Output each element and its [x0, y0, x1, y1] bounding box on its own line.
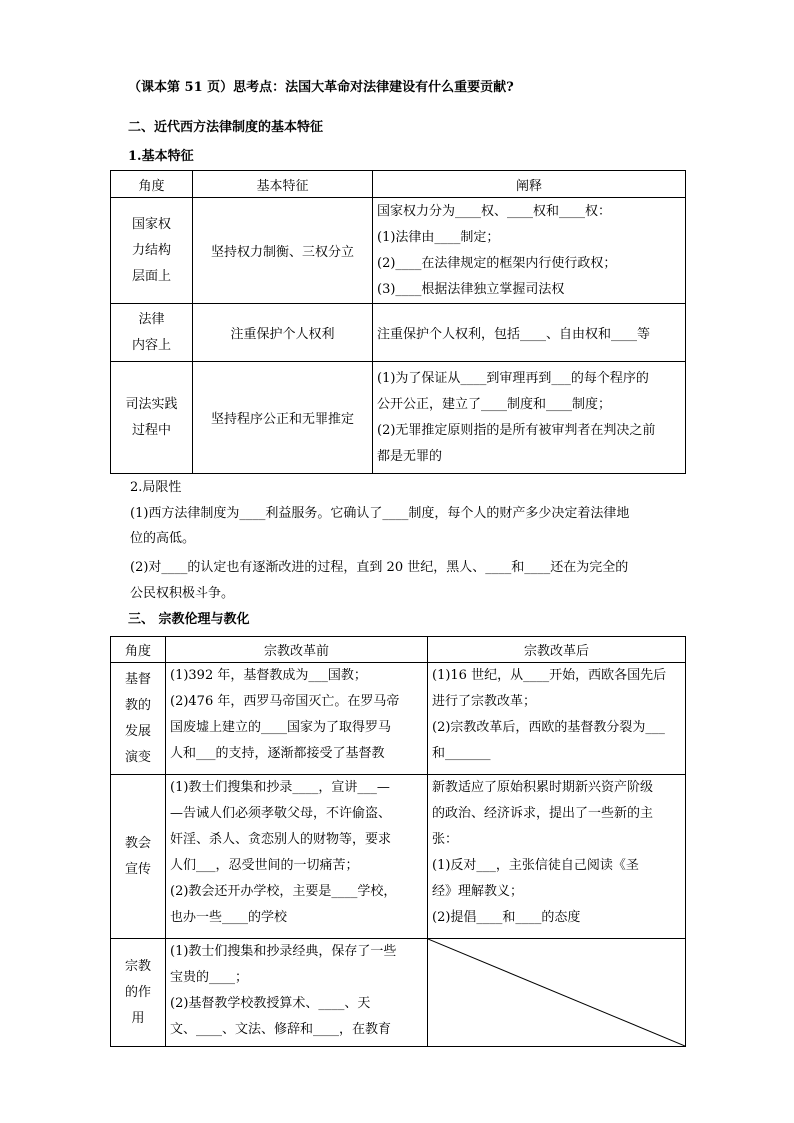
before-line: (1)教士们搜集和抄录经典，保存了一些	[170, 944, 397, 959]
after-line: 的政治、经济诉求，提出了一些新的主	[432, 806, 654, 821]
angle-line: 的作	[124, 984, 151, 1000]
explain-line: (2)____在法律规定的框架内行使行政权；	[377, 255, 617, 271]
angle-line: 司法实践	[125, 396, 178, 412]
row-angle	[111, 362, 193, 474]
angle-line: 力结构	[131, 242, 171, 258]
after-line: 经》理解教义；	[432, 884, 524, 899]
explain-line: (3)____根据法律独立掌握司法权	[377, 281, 565, 297]
row-angle	[111, 304, 193, 362]
section3-heading: 三、 宗教伦理与教化	[128, 612, 250, 627]
before-line: 文、____、文法、修辞和____，在教育	[170, 1022, 392, 1037]
angle-line: 教会	[124, 835, 151, 851]
row-explain	[373, 362, 686, 474]
section2-heading: 二、近代西方法律制度的基本特征	[128, 120, 324, 135]
diagonal-strike	[428, 939, 685, 1046]
explain-line: 都是无罪的	[377, 448, 443, 464]
row-feature: 坚持权力制衡、三权分立	[193, 198, 373, 304]
table-row	[111, 304, 686, 362]
after-line: (1)16 世纪，从____开始，西欧各国先后	[432, 668, 667, 683]
before-line: 人们___，忍受世间的一切痛苦；	[170, 858, 359, 873]
header-angle: 角度	[111, 637, 166, 663]
before-line: 奸淫、杀人、贪恋别人的财物等，要求	[170, 832, 392, 847]
angle-line: 内容上	[131, 337, 171, 353]
row-explain	[373, 304, 686, 362]
before-line: 也办一些____的学校	[170, 910, 288, 925]
angle-line: 演变	[124, 749, 151, 765]
limit-line: 公民权积极斗争。	[130, 586, 235, 601]
row-explain	[373, 198, 686, 304]
row-after	[428, 663, 686, 775]
before-line: (1)392 年，基督教成为___国教；	[170, 668, 367, 683]
table-header-row	[111, 637, 686, 663]
table-row	[111, 775, 686, 939]
header-angle: 角度	[111, 171, 193, 198]
header-feature: 基本特征	[193, 171, 373, 198]
row-after	[428, 775, 686, 939]
angle-line: 国家权	[131, 216, 171, 232]
religion-table	[110, 636, 686, 1047]
after-line: 新教适应了原始积累时期新兴资产阶级	[432, 780, 654, 795]
after-line: 和_______	[432, 746, 491, 761]
row-angle	[111, 775, 166, 939]
angle-line: 宣传	[124, 861, 151, 877]
after-line: (2)宗教改革后，西欧的基督教分裂为___	[432, 720, 665, 735]
before-line: 国废墟上建立的____国家为了取得罗马	[170, 720, 392, 735]
row-before	[166, 775, 428, 939]
explain-line: 国家权力分为____权、____权和____权：	[377, 203, 612, 219]
header-after: 宗教改革后	[428, 637, 686, 663]
explain-line: 注重保护个人权利，包括____、自由权和____等	[377, 327, 651, 342]
explain-line: (1)法律由____制定；	[377, 229, 500, 245]
row-after-empty	[428, 939, 686, 1047]
limit-title: 2.局限性	[130, 480, 182, 495]
row-angle	[111, 939, 166, 1047]
section2-sub1: 1.基本特征	[128, 149, 194, 164]
explain-line: 公开公正，建立了____制度和____制度；	[377, 396, 612, 412]
before-line: 宝贵的____；	[170, 970, 249, 985]
angle-line: 教的	[124, 697, 151, 713]
row-feature: 坚持程序公正和无罪推定	[193, 362, 373, 474]
angle-line: 宗教	[124, 958, 151, 974]
table-row	[111, 663, 686, 775]
table-row	[111, 939, 686, 1047]
row-feature: 注重保护个人权利	[193, 304, 373, 362]
explain-line: (1)为了保证从____到审理再到___的每个程序的	[377, 370, 649, 386]
before-line: (1)教士们搜集和抄录____，宣讲___—	[170, 780, 390, 795]
header-explain: 阐释	[373, 171, 686, 198]
header-before: 宗教改革前	[166, 637, 428, 663]
before-line: (2)基督教学校教授算术、____、天	[170, 996, 371, 1011]
before-line: (2)476 年，西罗马帝国灭亡。在罗马帝	[170, 694, 400, 709]
angle-line: 过程中	[131, 422, 171, 438]
after-line: 张：	[432, 832, 459, 847]
row-before	[166, 939, 428, 1047]
after-line: (2)提倡____和____的态度	[432, 910, 581, 925]
angle-line: 用	[131, 1010, 145, 1026]
limit-line: (2)对____的认定也有逐渐改进的过程，直到 20 世纪，黑人、____和____还在为完全的	[130, 560, 629, 575]
angle-line: 法律	[138, 311, 165, 327]
limit-line: 位的高低。	[130, 531, 196, 546]
before-line: —告诫人们必须孝敬父母，不许偷盗、	[170, 806, 392, 821]
explain-line: (2)无罪推定原则指的是所有被审判者在判决之前	[377, 422, 656, 438]
table-row	[111, 198, 686, 304]
question-prompt: （课本第 51 页）思考点：法国大革命对法律建设有什么重要贡献?	[128, 80, 514, 95]
after-line: 进行了宗教改革；	[432, 694, 537, 709]
table-header-row	[111, 171, 686, 198]
features-table	[110, 170, 686, 474]
angle-line: 发展	[124, 723, 151, 739]
row-angle	[111, 663, 166, 775]
limit-line: (1)西方法律制度为____利益服务。它确认了____制度，每个人的财产多少决定着法律地	[130, 506, 630, 521]
angle-line: 基督	[124, 671, 151, 687]
before-line: 人和___的支持，逐渐都接受了基督教	[170, 746, 385, 761]
after-line: (1)反对___，主张信徒自己阅读《圣	[432, 858, 639, 873]
angle-line: 层面上	[131, 268, 171, 284]
table-row	[111, 362, 686, 474]
row-angle	[111, 198, 193, 304]
row-before	[166, 663, 428, 775]
before-line: (2)教会还开办学校，主要是____学校，	[170, 884, 397, 899]
